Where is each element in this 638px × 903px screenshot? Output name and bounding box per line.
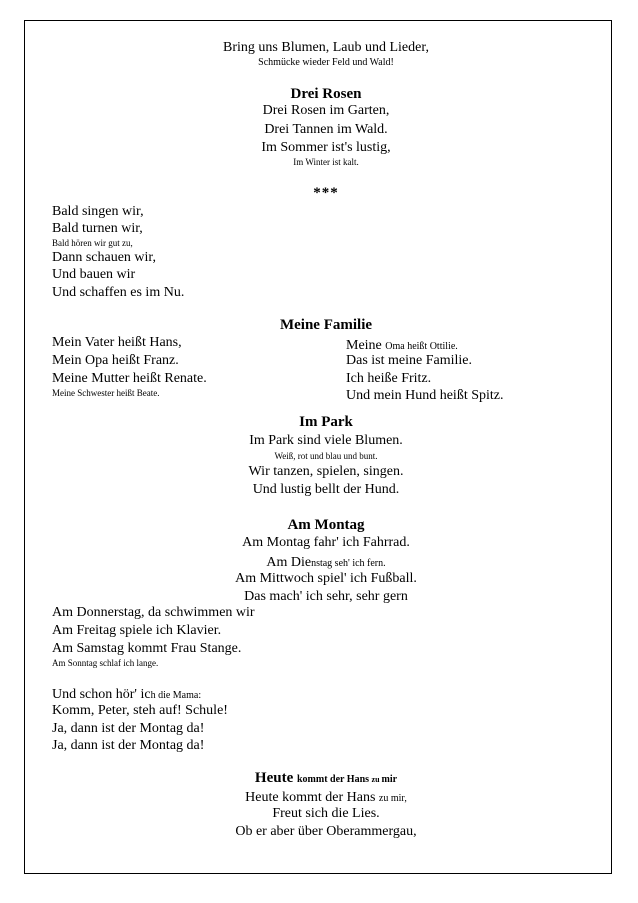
section-title-meine-familie: Meine Familie bbox=[279, 317, 373, 333]
poem-line: Weiß, rot und blau und bunt. bbox=[274, 451, 378, 461]
section-title-am-montag: Am Montag bbox=[287, 517, 365, 533]
poem-line: Bald hören wir gut zu, bbox=[52, 238, 133, 248]
section-separator: *** bbox=[313, 185, 339, 201]
poem-line: Das ist meine Familie. bbox=[346, 353, 472, 368]
poem-line: Bald singen wir, bbox=[52, 204, 144, 219]
poem-line: Meine Mutter heißt Renate. bbox=[52, 371, 207, 386]
poem-line: Am Donnerstag, da schwimmen wir bbox=[52, 605, 255, 620]
poem-line: Wir tanzen, spielen, singen. bbox=[248, 464, 404, 479]
poem-line: Mein Opa heißt Franz. bbox=[52, 353, 179, 368]
poem-line: Bald turnen wir, bbox=[52, 221, 143, 236]
poem-line: Ja, dann ist der Montag da! bbox=[52, 721, 205, 736]
section-title-heute: Heute kommt der Hans zu mir bbox=[254, 770, 398, 786]
poem-line: Am Mittwoch spiel' ich Fußball. bbox=[235, 571, 417, 586]
poem-line: Im Winter ist kalt. bbox=[293, 157, 359, 167]
poem-line: Und bauen wir bbox=[52, 267, 136, 282]
poem-line: Und lustig bellt der Hund. bbox=[252, 482, 400, 497]
poem-line: Ich heiße Fritz. bbox=[346, 371, 432, 386]
poem-line: Und schon hör' ich die Mama: bbox=[52, 687, 202, 702]
poem-line: Das mach' ich sehr, sehr gern bbox=[244, 589, 408, 604]
poem-line: Ja, dann ist der Montag da! bbox=[52, 738, 205, 753]
poem-line: Heute kommt der Hans zu mir, bbox=[245, 790, 407, 805]
poem-line: Ob er aber über Oberammergau, bbox=[235, 824, 417, 839]
poem-line: Im Sommer ist's lustig, bbox=[261, 140, 391, 155]
poem-line: Drei Rosen im Garten, bbox=[262, 103, 390, 118]
poem-line: Meine Oma heißt Ottilie. bbox=[346, 338, 458, 353]
poem-line: Dann schauen wir, bbox=[52, 250, 157, 265]
poem-line: Am Freitag spiele ich Klavier. bbox=[52, 623, 222, 638]
poem-line: Am Montag fahr' ich Fahrrad. bbox=[242, 535, 410, 550]
poem-line: Am Dienstag seh' ich fern. bbox=[266, 555, 386, 570]
poem-line: Meine Schwester heißt Beate. bbox=[52, 388, 160, 398]
poem-line: Mein Vater heißt Hans, bbox=[52, 335, 182, 350]
poem-line: Bring uns Blumen, Laub und Lieder, bbox=[223, 40, 429, 55]
section-title-drei-rosen: Drei Rosen bbox=[290, 86, 362, 102]
poem-line: Im Park sind viele Blumen. bbox=[249, 433, 403, 448]
poem-line: Komm, Peter, steh auf! Schule! bbox=[52, 703, 228, 718]
poem-line: Am Sonntag schlaf ich lange. bbox=[52, 658, 159, 668]
poem-line: Drei Tannen im Wald. bbox=[264, 122, 388, 137]
poem-line: Schmücke wieder Feld und Wald! bbox=[258, 57, 394, 68]
poem-line: Freut sich die Lies. bbox=[272, 806, 380, 821]
poem-line: Und schaffen es im Nu. bbox=[52, 285, 185, 300]
section-title-im-park: Im Park bbox=[299, 414, 353, 430]
poem-line: Am Samstag kommt Frau Stange. bbox=[52, 641, 242, 656]
poem-line: Und mein Hund heißt Spitz. bbox=[346, 388, 504, 403]
